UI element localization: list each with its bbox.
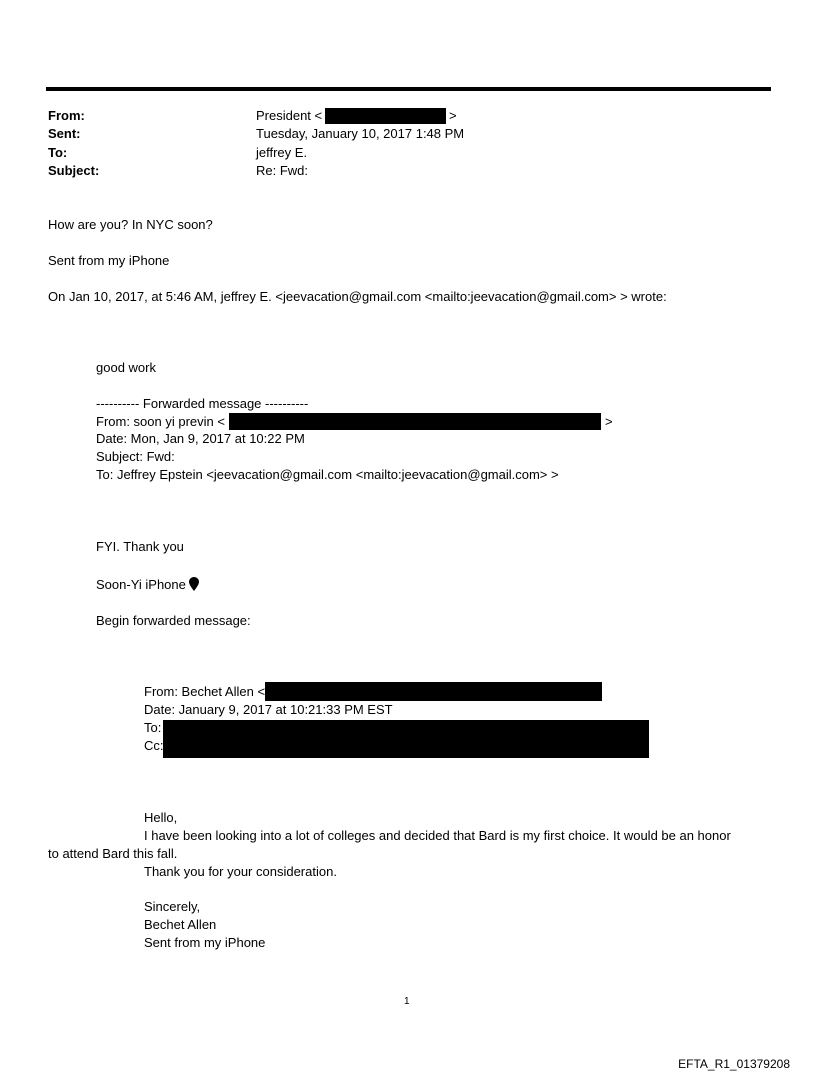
inner-to: To: [144,720,162,735]
letter-sent-from: Sent from my iPhone [144,935,266,950]
fyi-line: FYI. Thank you [96,539,184,554]
header-rule [46,87,771,91]
forwarded-separator: ---------- Forwarded message ---------- [96,396,309,411]
signature-text: Soon-Yi iPhone [96,577,186,592]
redaction-box [265,682,602,701]
from-value: President < [256,108,323,123]
begin-forwarded: Begin forwarded message: [96,613,251,628]
redaction-box [229,413,601,430]
sent-value: Tuesday, January 10, 2017 1:48 PM [256,126,465,141]
subject-value: Re: Fwd: [256,163,309,178]
map-pin-icon [189,577,199,595]
quote-intro: On Jan 10, 2017, at 5:46 AM, jeffrey E. <jeevacation@gmail.com <mailto:jeevacation@gmail.com> > wrote: [48,289,667,304]
inner-date: Date: January 9, 2017 at 10:21:33 PM EST [144,702,393,717]
good-work: good work [96,360,156,375]
letter-para-line-1: I have been looking into a lot of colleges and decided that Bard is my first choice. It would be an honor [144,828,731,843]
quoted-date: Date: Mon, Jan 9, 2017 at 10:22 PM [96,431,305,446]
redaction-box [163,720,649,758]
page-number: 1 [404,996,410,1007]
document-id: EFTA_R1_01379208 [678,1057,790,1071]
letter-para-line-2: to attend Bard this fall. [48,846,178,861]
quoted-to: To: Jeffrey Epstein <jeevacation@gmail.com <mailto:jeevacation@gmail.com> > [96,467,559,482]
from-label: From: [48,108,85,123]
body-line-1: How are you? In NYC soon? [48,217,213,232]
to-label: To: [48,145,68,160]
letter-closing: Sincerely, [144,899,201,914]
signature-line [96,577,199,595]
subject-label: Subject: [48,163,100,178]
letter-thanks: Thank you for your consideration. [144,864,337,879]
letter-name: Bechet Allen [144,917,217,932]
redaction-box [325,108,446,124]
quoted-from: From: soon yi previn < [96,414,225,429]
quoted-from-close: > [605,414,613,429]
inner-cc: Cc: [144,738,164,753]
sent-label: Sent: [48,126,81,141]
quoted-subject: Subject: Fwd: [96,449,175,464]
body-line-2: Sent from my iPhone [48,253,170,268]
inner-from: From: Bechet Allen < [144,684,266,699]
to-value: jeffrey E. [256,145,308,160]
from-close: > [449,108,457,123]
letter-greeting: Hello, [144,810,178,825]
